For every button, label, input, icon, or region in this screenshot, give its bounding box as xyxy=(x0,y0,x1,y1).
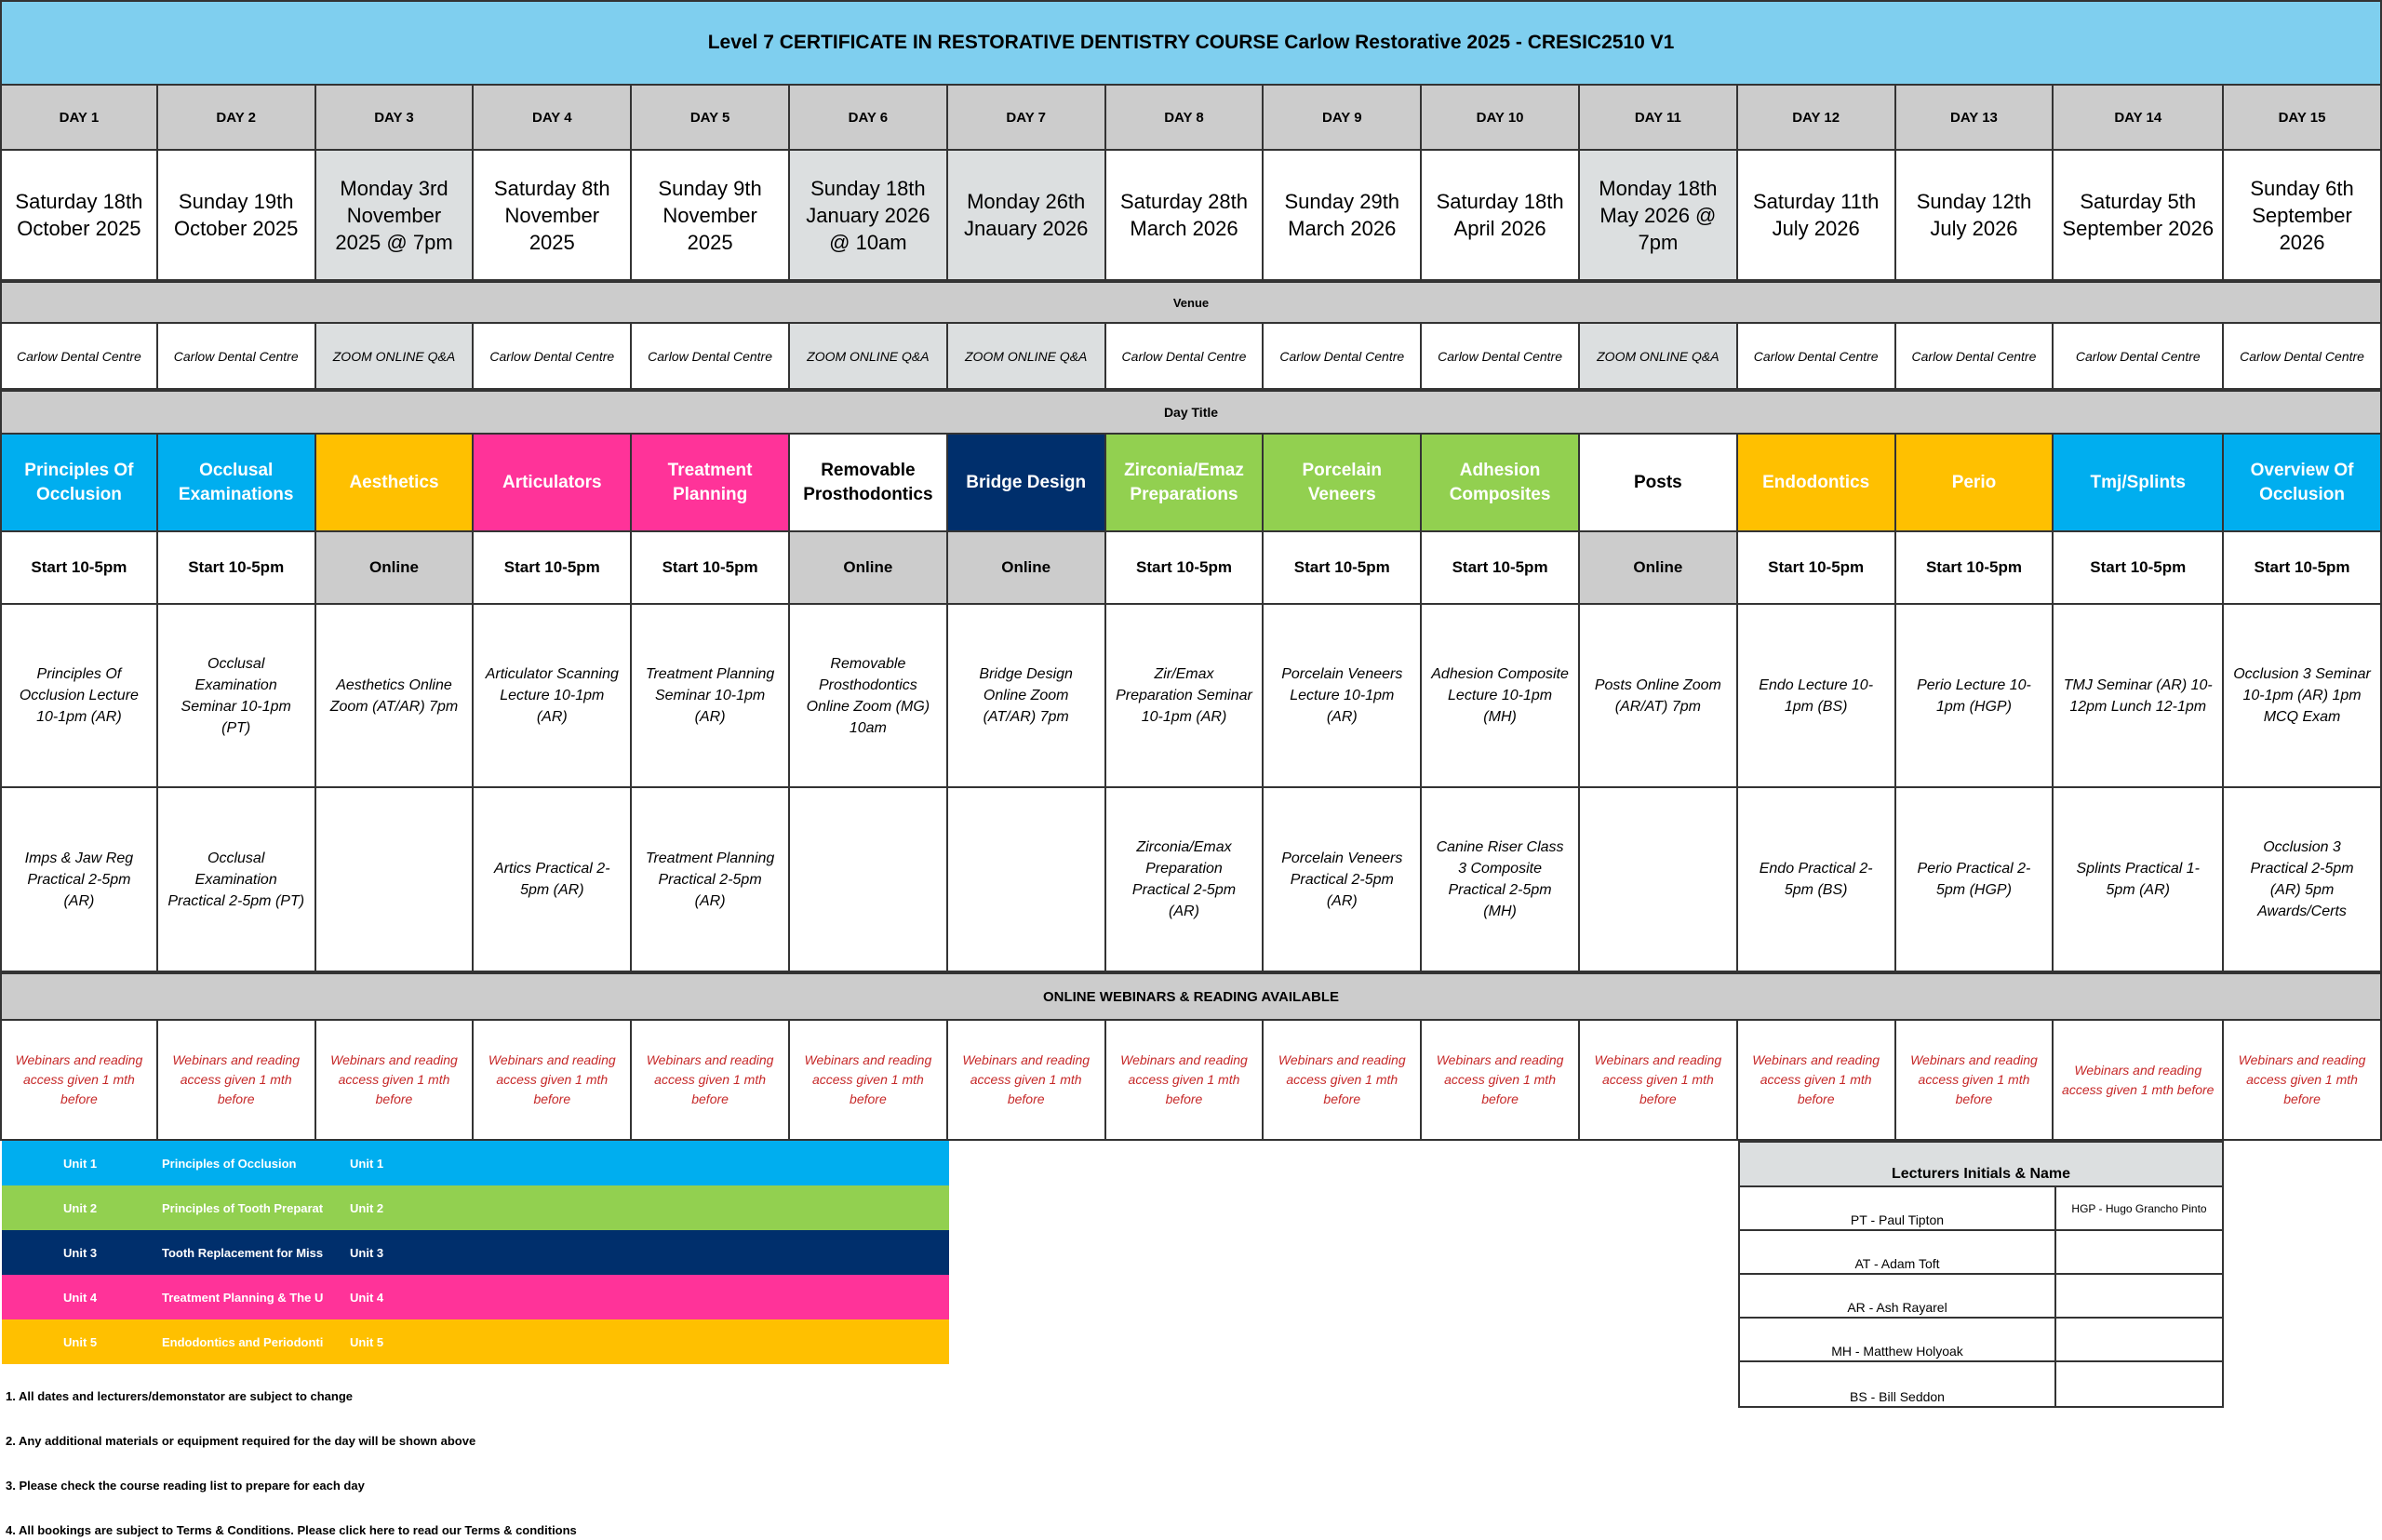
unit-code: Unit 4 xyxy=(63,1290,98,1305)
day-webinar-note-day-7: Webinars and reading access given 1 mth before xyxy=(948,1021,1106,1139)
lecturer-name: MH - Matthew Holyoak xyxy=(1740,1319,2056,1360)
unit-code: Unit 2 xyxy=(63,1200,98,1215)
day-webinar-note-day-13: Webinars and reading access given 1 mth before xyxy=(1896,1021,2054,1139)
day-session-morning-day-12: Endo Lecture 10-1pm (BS) xyxy=(1738,605,1896,786)
day-date-day-3: Monday 3rd November 2025 @ 7pm xyxy=(316,151,475,279)
day-session-morning-day-6: Removable Prosthodontics Online Zoom (MG) 10am xyxy=(790,605,948,786)
day-session-afternoon-day-13: Perio Practical 2-5pm (HGP) xyxy=(1896,788,2054,971)
day-session-morning-day-11: Posts Online Zoom (AR/AT) 7pm xyxy=(1580,605,1738,786)
day-session-morning-day-10: Adhesion Composite Lecture 10-1pm (MH) xyxy=(1422,605,1580,786)
day-topic-day-4: Articulators xyxy=(474,435,632,530)
day-label-day-12: DAY 12 xyxy=(1738,86,1896,149)
day-session-morning-day-13: Perio Lecture 10-1pm (HGP) xyxy=(1896,605,2054,786)
day-topic-day-15: Overview Of Occlusion xyxy=(2224,435,2382,530)
lecturer-name-secondary xyxy=(2056,1362,2222,1406)
day-topic-day-10: Adhesion Composites xyxy=(1422,435,1580,530)
day-session-morning-day-14: TMJ Seminar (AR) 10-12pm Lunch 12-1pm xyxy=(2054,605,2224,786)
day-label-day-11: DAY 11 xyxy=(1580,86,1738,149)
day-time-day-10: Start 10-5pm xyxy=(1422,532,1580,603)
day-session-morning-day-4: Articulator Scanning Lecture 10-1pm (AR) xyxy=(474,605,632,786)
day-session-afternoon-day-3 xyxy=(316,788,475,971)
day-date-day-6: Sunday 18th January 2026 @ 10am xyxy=(790,151,948,279)
day-session-afternoon-day-5: Treatment Planning Practical 2-5pm (AR) xyxy=(632,788,790,971)
day-date-day-15: Sunday 6th September 2026 xyxy=(2224,151,2382,279)
unit-code-secondary: Unit 5 xyxy=(350,1334,384,1349)
day-label-day-9: DAY 9 xyxy=(1264,86,1422,149)
day-webinar-note-day-6: Webinars and reading access given 1 mth before xyxy=(790,1021,948,1139)
day-label-day-7: DAY 7 xyxy=(948,86,1106,149)
day-venue-day-8: Carlow Dental Centre xyxy=(1106,324,1265,388)
day-topic-day-2: Occlusal Examinations xyxy=(158,435,316,530)
online-band: ONLINE WEBINARS & READING AVAILABLE xyxy=(0,972,2382,1021)
unit-legend-row xyxy=(2,1185,949,1230)
day-time-day-5: Start 10-5pm xyxy=(632,532,790,603)
lecturer-row xyxy=(1740,1319,2222,1362)
day-session-morning-day-7: Bridge Design Online Zoom (AT/AR) 7pm xyxy=(948,605,1106,786)
day-time-day-14: Start 10-5pm xyxy=(2054,532,2224,603)
day-header-row xyxy=(0,86,2382,151)
lecturer-name-secondary xyxy=(2056,1231,2222,1273)
day-webinar-note-day-4: Webinars and reading access given 1 mth before xyxy=(474,1021,632,1139)
day-venue-day-14: Carlow Dental Centre xyxy=(2054,324,2224,388)
day-topic-day-13: Perio xyxy=(1896,435,2054,530)
day-session-afternoon-day-2: Occlusal Examination Practical 2-5pm (PT) xyxy=(158,788,316,971)
unit-legend-row xyxy=(2,1230,949,1275)
day-date-day-1: Saturday 18th October 2025 xyxy=(0,151,158,279)
unit-legend-row xyxy=(2,1141,949,1185)
day-venue-day-4: Carlow Dental Centre xyxy=(474,324,632,388)
lecturer-name: AR - Ash Rayarel xyxy=(1740,1275,2056,1317)
lecturer-name-secondary: HGP - Hugo Grancho Pinto xyxy=(2071,1201,2207,1215)
venue-band: Venue xyxy=(0,281,2382,324)
day-webinar-note-day-1: Webinars and reading access given 1 mth before xyxy=(0,1021,158,1139)
venue-row xyxy=(0,324,2382,390)
day-label-day-14: DAY 14 xyxy=(2054,86,2224,149)
day-session-afternoon-day-10: Canine Riser Class 3 Composite Practical 2-5pm (MH) xyxy=(1422,788,1580,971)
time-row xyxy=(0,532,2382,605)
day-session-afternoon-day-12: Endo Practical 2-5pm (BS) xyxy=(1738,788,1896,971)
day-topic-day-9: Porcelain Veneers xyxy=(1264,435,1422,530)
day-topic-day-12: Endodontics xyxy=(1738,435,1896,530)
day-date-day-4: Saturday 8th November 2025 xyxy=(474,151,632,279)
lecturer-name-secondary xyxy=(2056,1319,2222,1360)
day-label-day-10: DAY 10 xyxy=(1422,86,1580,149)
day-venue-day-7: ZOOM ONLINE Q&A xyxy=(948,324,1106,388)
day-session-afternoon-day-14: Splints Practical 1-5pm (AR) xyxy=(2054,788,2224,971)
day-session-morning-day-5: Treatment Planning Seminar 10-1pm (AR) xyxy=(632,605,790,786)
note-3: 3. Please check the course reading list to prepare for each day xyxy=(6,1479,365,1493)
day-venue-day-9: Carlow Dental Centre xyxy=(1264,324,1422,388)
lecturers-heading: Lecturers Initials & Name xyxy=(1740,1143,2222,1187)
unit-name: Endodontics and Periodonti xyxy=(162,1334,324,1349)
session-morning-row xyxy=(0,605,2382,788)
day-webinar-note-day-8: Webinars and reading access given 1 mth before xyxy=(1106,1021,1265,1139)
note-4[interactable]: 4. All bookings are subject to Terms & Conditions. Please click here to read our Terms & conditions xyxy=(6,1523,577,1537)
day-session-morning-day-15: Occlusion 3 Seminar 10-1pm (AR) 1pm MCQ Exam xyxy=(2224,605,2382,786)
lecturer-row xyxy=(1740,1275,2222,1319)
day-time-day-11: Online xyxy=(1580,532,1738,603)
day-webinar-note-day-11: Webinars and reading access given 1 mth before xyxy=(1580,1021,1738,1139)
lecturer-name-secondary xyxy=(2056,1275,2222,1317)
day-webinar-note-day-12: Webinars and reading access given 1 mth before xyxy=(1738,1021,1896,1139)
day-webinar-note-day-9: Webinars and reading access given 1 mth before xyxy=(1264,1021,1422,1139)
day-date-day-9: Sunday 29th March 2026 xyxy=(1264,151,1422,279)
day-session-afternoon-day-4: Artics Practical 2-5pm (AR) xyxy=(474,788,632,971)
unit-legend-row xyxy=(2,1319,949,1364)
day-venue-day-13: Carlow Dental Centre xyxy=(1896,324,2054,388)
day-label-day-1: DAY 1 xyxy=(0,86,158,149)
day-venue-day-11: ZOOM ONLINE Q&A xyxy=(1580,324,1738,388)
unit-code-secondary: Unit 2 xyxy=(350,1200,384,1215)
day-time-day-4: Start 10-5pm xyxy=(474,532,632,603)
day-time-day-1: Start 10-5pm xyxy=(0,532,158,603)
day-topic-day-7: Bridge Design xyxy=(948,435,1106,530)
day-date-day-2: Sunday 19th October 2025 xyxy=(158,151,316,279)
day-date-day-14: Saturday 5th September 2026 xyxy=(2054,151,2224,279)
day-title-band: Day Title xyxy=(0,390,2382,435)
day-webinar-note-day-15: Webinars and reading access given 1 mth before xyxy=(2224,1021,2382,1139)
webinar-row xyxy=(0,1021,2382,1141)
unit-name: Principles of Occlusion xyxy=(162,1156,297,1171)
day-topic-day-11: Posts xyxy=(1580,435,1738,530)
day-label-day-4: DAY 4 xyxy=(474,86,632,149)
day-time-day-9: Start 10-5pm xyxy=(1264,532,1422,603)
day-venue-day-12: Carlow Dental Centre xyxy=(1738,324,1896,388)
day-time-day-3: Online xyxy=(316,532,475,603)
unit-code-secondary: Unit 3 xyxy=(350,1245,384,1260)
day-webinar-note-day-14: Webinars and reading access given 1 mth before xyxy=(2054,1021,2224,1139)
lecturer-name: BS - Bill Seddon xyxy=(1740,1362,2056,1406)
day-webinar-note-day-3: Webinars and reading access given 1 mth before xyxy=(316,1021,475,1139)
day-label-day-15: DAY 15 xyxy=(2224,86,2382,149)
day-date-day-10: Saturday 18th April 2026 xyxy=(1422,151,1580,279)
unit-name: Treatment Planning & The U xyxy=(162,1290,324,1305)
page-title: Level 7 CERTIFICATE IN RESTORATIVE DENTISTRY COURSE Carlow Restorative 2025 - CRESIC2510 V1 xyxy=(0,0,2382,86)
day-session-afternoon-day-7 xyxy=(948,788,1106,971)
lecturer-name: AT - Adam Toft xyxy=(1740,1231,2056,1273)
day-label-day-8: DAY 8 xyxy=(1106,86,1265,149)
day-time-day-12: Start 10-5pm xyxy=(1738,532,1896,603)
day-venue-day-5: Carlow Dental Centre xyxy=(632,324,790,388)
day-venue-day-6: ZOOM ONLINE Q&A xyxy=(790,324,948,388)
day-topic-day-14: Tmj/Splints xyxy=(2054,435,2224,530)
day-date-day-8: Saturday 28th March 2026 xyxy=(1106,151,1265,279)
day-date-day-5: Sunday 9th November 2025 xyxy=(632,151,790,279)
day-label-day-3: DAY 3 xyxy=(316,86,475,149)
day-session-afternoon-day-6 xyxy=(790,788,948,971)
note-1: 1. All dates and lecturers/demonstator are subject to change xyxy=(6,1389,354,1403)
day-time-day-2: Start 10-5pm xyxy=(158,532,316,603)
day-topic-day-5: Treatment Planning xyxy=(632,435,790,530)
units-legend xyxy=(2,1141,949,1364)
lecturer-row xyxy=(1740,1187,2222,1231)
day-venue-day-2: Carlow Dental Centre xyxy=(158,324,316,388)
unit-code: Unit 1 xyxy=(63,1156,98,1171)
day-session-afternoon-day-8: Zirconia/Emax Preparation Practical 2-5pm (AR) xyxy=(1106,788,1265,971)
unit-legend-row xyxy=(2,1275,949,1319)
day-time-day-7: Online xyxy=(948,532,1106,603)
lecturers-table xyxy=(1738,1141,2224,1408)
day-venue-day-1: Carlow Dental Centre xyxy=(0,324,158,388)
day-date-day-7: Monday 26th Jnauary 2026 xyxy=(948,151,1106,279)
day-session-morning-day-8: Zir/Emax Preparation Seminar 10-1pm (AR) xyxy=(1106,605,1265,786)
day-topic-day-1: Principles Of Occlusion xyxy=(0,435,158,530)
day-time-day-8: Start 10-5pm xyxy=(1106,532,1265,603)
day-date-day-11: Monday 18th May 2026 @ 7pm xyxy=(1580,151,1738,279)
day-date-day-12: Saturday 11th July 2026 xyxy=(1738,151,1896,279)
day-webinar-note-day-5: Webinars and reading access given 1 mth before xyxy=(632,1021,790,1139)
day-session-morning-day-9: Porcelain Veneers Lecture 10-1pm (AR) xyxy=(1264,605,1422,786)
unit-name: Tooth Replacement for Miss xyxy=(162,1245,324,1260)
unit-code-secondary: Unit 1 xyxy=(350,1156,384,1171)
unit-code: Unit 5 xyxy=(63,1334,98,1349)
day-topic-day-3: Aesthetics xyxy=(316,435,475,530)
day-session-morning-day-1: Principles Of Occlusion Lecture 10-1pm (AR) xyxy=(0,605,158,786)
day-webinar-note-day-2: Webinars and reading access given 1 mth before xyxy=(158,1021,316,1139)
session-afternoon-row xyxy=(0,788,2382,972)
unit-code: Unit 3 xyxy=(63,1245,98,1260)
day-session-morning-day-3: Aesthetics Online Zoom (AT/AR) 7pm xyxy=(316,605,475,786)
day-venue-day-10: Carlow Dental Centre xyxy=(1422,324,1580,388)
day-session-afternoon-day-9: Porcelain Veneers Practical 2-5pm (AR) xyxy=(1264,788,1422,971)
day-label-day-5: DAY 5 xyxy=(632,86,790,149)
unit-name: Principles of Tooth Preparat xyxy=(162,1200,324,1215)
day-session-afternoon-day-1: Imps & Jaw Reg Practical 2-5pm (AR) xyxy=(0,788,158,971)
day-topic-day-8: Zirconia/Emaz Preparations xyxy=(1106,435,1265,530)
day-date-day-13: Sunday 12th July 2026 xyxy=(1896,151,2054,279)
day-session-morning-day-2: Occlusal Examination Seminar 10-1pm (PT) xyxy=(158,605,316,786)
topic-row xyxy=(0,435,2382,532)
lecturer-name: PT - Paul Tipton xyxy=(1740,1187,2056,1229)
day-time-day-15: Start 10-5pm xyxy=(2224,532,2382,603)
day-venue-day-3: ZOOM ONLINE Q&A xyxy=(316,324,475,388)
lecturer-row xyxy=(1740,1231,2222,1275)
note-2: 2. Any additional materials or equipment required for the day will be shown above xyxy=(6,1434,476,1448)
day-topic-day-6: Removable Prosthodontics xyxy=(790,435,948,530)
day-venue-day-15: Carlow Dental Centre xyxy=(2224,324,2382,388)
unit-code-secondary: Unit 4 xyxy=(350,1290,384,1305)
lecturer-row xyxy=(1740,1362,2222,1406)
day-label-day-2: DAY 2 xyxy=(158,86,316,149)
day-session-afternoon-day-11 xyxy=(1580,788,1738,971)
day-label-day-13: DAY 13 xyxy=(1896,86,2054,149)
day-label-day-6: DAY 6 xyxy=(790,86,948,149)
day-session-afternoon-day-15: Occlusion 3 Practical 2-5pm (AR) 5pm Awards/Certs xyxy=(2224,788,2382,971)
date-row xyxy=(0,151,2382,281)
day-time-day-13: Start 10-5pm xyxy=(1896,532,2054,603)
day-webinar-note-day-10: Webinars and reading access given 1 mth before xyxy=(1422,1021,1580,1139)
day-time-day-6: Online xyxy=(790,532,948,603)
